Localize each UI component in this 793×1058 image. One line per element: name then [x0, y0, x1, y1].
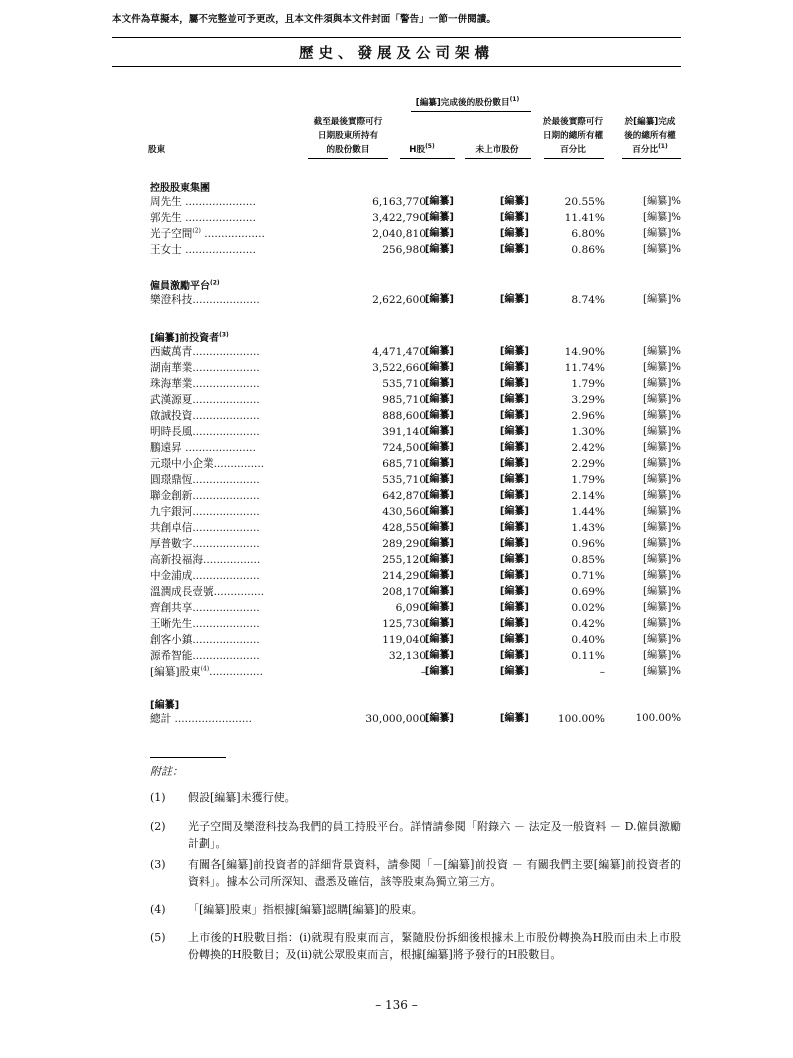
pct-after: 100.00%: [635, 713, 681, 724]
pct-after: [編纂]%: [642, 212, 681, 223]
col-header-pct-now: 於最後實際可行 日期的總所有權 百分比: [542, 117, 604, 155]
holder-name: 齊創共享....................: [150, 602, 260, 614]
unlisted-shares: [編纂]: [499, 346, 529, 357]
pct-after: [編纂]%: [642, 228, 681, 239]
header-rule-h: [400, 158, 455, 159]
col-header-pct-after: 於[編纂]完成 後的總所有權 百分比$^{(1)}$: [624, 117, 676, 155]
pct-after: [編纂]%: [642, 474, 681, 485]
holder-name: 珠海華業....................: [150, 378, 260, 390]
table-row: [150, 360, 681, 376]
table-row: [150, 376, 681, 392]
pct-now: 11.74%: [564, 362, 605, 374]
pct-now: 2.42%: [571, 442, 605, 454]
h-shares: [編纂]: [424, 586, 454, 597]
pct-now: 0.86%: [571, 244, 605, 256]
holder-name: 周先生 .....................: [150, 196, 256, 208]
h-shares: [編纂]: [424, 650, 454, 661]
holder-name: 創客小鎮....................: [150, 634, 260, 646]
pct-after: [編纂]%: [642, 410, 681, 421]
note-item: [150, 901, 681, 918]
pct-after: [編纂]%: [642, 634, 681, 645]
unlisted-shares: [編纂]: [499, 506, 529, 517]
pct-after: [編纂]%: [642, 426, 681, 437]
pct-now: 0.69%: [571, 586, 605, 598]
h-shares: [編纂]: [424, 506, 454, 517]
note-item: [150, 929, 681, 963]
draft-notice: 本文件為草擬本，屬不完整並可予更改，且本文件須與本文件封面「警告」一節一併閱讀。: [112, 14, 497, 25]
holder-name: 厚普數字....................: [150, 538, 260, 550]
pct-now: 11.41%: [564, 212, 605, 224]
pct-now: 0.71%: [571, 570, 605, 582]
note-text: 「[編纂]股東」指根據[編纂]認購[編纂]的股東。: [188, 903, 423, 916]
shares-held: 642,870: [382, 490, 426, 502]
col-header-unlisted: 未上市股份: [475, 145, 519, 155]
shares-held: 125,730: [382, 618, 426, 630]
holder-name: 樂澄科技....................: [150, 294, 260, 306]
table-row: [150, 210, 681, 226]
shares-held: 391,140: [382, 426, 426, 438]
shares-held: 208,170: [382, 586, 426, 598]
pct-after: [編纂]%: [642, 378, 681, 389]
pct-now: 3.29%: [571, 394, 605, 406]
pct-now: 1.43%: [571, 522, 605, 534]
shares-held: 3,522,660: [372, 362, 426, 374]
col-header-holder: 股東: [148, 145, 166, 155]
shares-held: 119,040: [382, 634, 426, 646]
pct-after: [編纂]%: [642, 362, 681, 373]
unlisted-shares: [編纂]: [499, 212, 529, 223]
unlisted-shares: [編纂]: [499, 666, 529, 677]
h-shares: [編纂]: [424, 244, 454, 255]
table-row: [150, 456, 681, 472]
h-shares: [編纂]: [424, 362, 454, 373]
table-row: [150, 194, 681, 210]
notes-rule: [150, 757, 226, 758]
h-shares: [編纂]: [424, 294, 454, 305]
shares-held: 214,290: [382, 570, 426, 582]
note-text: 上市後的H股數目指：(i)就現有股東而言，緊隨股份拆細後根據未上市股份轉換為H股而由未上市股份轉換的H股數目；及(ii)就公眾股東而言，根據[編纂]將予發行的H股數目。: [188, 931, 681, 961]
section-pre-investors: [編纂]前投資者$^{(3)}$: [150, 331, 229, 344]
table-row: [150, 392, 681, 408]
table-row: [150, 408, 681, 424]
pct-now: 8.74%: [571, 294, 605, 306]
header-rule-shares: [308, 158, 388, 159]
shares-held: 256,980: [382, 244, 426, 256]
unlisted-shares: [編纂]: [499, 244, 529, 255]
pct-after: [編纂]%: [642, 554, 681, 565]
unlisted-shares: [編纂]: [499, 618, 529, 629]
table-row: [150, 504, 681, 520]
pct-after: [編纂]%: [642, 538, 681, 549]
top-rule: [112, 37, 681, 38]
shares-held: 30,000,000: [365, 713, 426, 725]
shares-held: 289,290: [382, 538, 426, 550]
unlisted-shares: [編纂]: [499, 522, 529, 533]
shares-held: 2,622,600: [372, 294, 426, 306]
h-shares: [編纂]: [424, 378, 454, 389]
table-row: [150, 616, 681, 632]
pct-now: 0.40%: [571, 634, 605, 646]
pct-after: [編纂]%: [642, 522, 681, 533]
unlisted-shares: [編纂]: [499, 196, 529, 207]
shares-held: 535,710: [382, 378, 426, 390]
header-rule-pct-after: [622, 158, 681, 159]
col-header-shares: 截至最後實際可行 日期股東所持有 的股份數目: [313, 117, 383, 155]
pct-after: [編纂]%: [642, 458, 681, 469]
pct-now: 1.79%: [571, 474, 605, 486]
h-shares: [編纂]: [424, 713, 454, 724]
pct-now: 2.96%: [571, 410, 605, 422]
table-row: [150, 536, 681, 552]
holder-name: 總計 .......................: [150, 713, 253, 725]
shares-held: 724,500: [382, 442, 426, 454]
holder-name: 明時長風....................: [150, 426, 260, 438]
unlisted-shares: [編纂]: [499, 490, 529, 501]
note-item: [150, 818, 681, 852]
unlisted-shares: [編纂]: [499, 458, 529, 469]
holder-name: 啟誠投資....................: [150, 410, 260, 422]
section-redacted: [編纂]: [150, 700, 180, 711]
section-controlling: 控股股東集團: [150, 183, 210, 194]
unlisted-shares: [編纂]: [499, 586, 529, 597]
shares-held: 6,090: [395, 602, 426, 614]
table-row: [150, 472, 681, 488]
table-row: [150, 711, 681, 727]
table-row: [150, 344, 681, 360]
unlisted-shares: [編纂]: [499, 394, 529, 405]
unlisted-shares: [編纂]: [499, 378, 529, 389]
h-shares: [編纂]: [424, 442, 454, 453]
table-row: [150, 648, 681, 664]
header-rule-unlisted: [465, 158, 531, 159]
pct-after: [編纂]%: [642, 394, 681, 405]
holder-name: 王晰先生....................: [150, 618, 260, 630]
table-row: [150, 568, 681, 584]
shares-held: 535,710: [382, 474, 426, 486]
shares-held: 888,600: [382, 410, 426, 422]
note-number: (5): [150, 931, 166, 944]
note-text: 有關各[編纂]前投資者的詳細背景資料，請參閱「－[編纂]前投資 － 有關我們主要[編纂]前投資者的資料」。據本公司所深知、盡悉及確信，該等股東為獨立第三方。: [188, 858, 681, 888]
pct-now: 0.96%: [571, 538, 605, 550]
unlisted-shares: [編纂]: [499, 602, 529, 613]
pct-after: [編纂]%: [642, 506, 681, 517]
h-shares: [編纂]: [424, 394, 454, 405]
note-item: [150, 789, 681, 806]
pct-after: [編纂]%: [642, 570, 681, 581]
pct-now: 1.79%: [571, 378, 605, 390]
holder-name: 聯金創新....................: [150, 490, 260, 502]
h-shares: [編纂]: [424, 212, 454, 223]
shares-held: 4,471,470: [372, 346, 426, 358]
table-row: [150, 520, 681, 536]
holder-name: [編纂]股東$^{(4)}$................: [150, 665, 264, 678]
pct-after: [編纂]%: [642, 586, 681, 597]
holder-name: 高新投福海.................: [150, 554, 261, 566]
pct-after: [編纂]%: [642, 602, 681, 613]
table-row: [150, 242, 681, 258]
holder-name: 源希智能....................: [150, 650, 260, 662]
unlisted-shares: [編纂]: [499, 228, 529, 239]
h-shares: [編纂]: [424, 196, 454, 207]
unlisted-shares: [編纂]: [499, 634, 529, 645]
shares-held: 685,710: [382, 458, 426, 470]
holder-name: 王女士 .....................: [150, 244, 256, 256]
shares-held: 32,130: [388, 650, 426, 662]
pct-now: 0.11%: [571, 650, 605, 662]
title-rule: [112, 66, 681, 67]
shares-held: –: [420, 666, 426, 678]
note-item: [150, 856, 681, 890]
holder-name: 中金浦成....................: [150, 570, 260, 582]
section-esop: 僱員激勵平台$^{(2)}$: [150, 279, 220, 292]
h-shares: [編纂]: [424, 666, 454, 677]
note-text: 假設[編纂]未獲行使。: [188, 791, 296, 804]
pct-after: [編纂]%: [642, 490, 681, 501]
holder-name: 溫潤成長壹號...............: [150, 586, 265, 598]
h-shares: [編纂]: [424, 228, 454, 239]
h-shares: [編纂]: [424, 426, 454, 437]
pct-now: 6.80%: [571, 228, 605, 240]
unlisted-shares: [編纂]: [499, 294, 529, 305]
pct-after: [編纂]%: [642, 442, 681, 453]
unlisted-shares: [編纂]: [499, 554, 529, 565]
unlisted-shares: [編纂]: [499, 410, 529, 421]
h-shares: [編纂]: [424, 602, 454, 613]
h-shares: [編纂]: [424, 570, 454, 581]
table-row: [150, 632, 681, 648]
holder-name: 武漢源夏....................: [150, 394, 260, 406]
shares-held: 428,550: [382, 522, 426, 534]
section-title: 歷史、發展及公司架構: [299, 46, 494, 62]
table-row: [150, 292, 681, 308]
pct-after: [編纂]%: [642, 244, 681, 255]
col-header-h: H股$^{(5)}$: [409, 143, 435, 155]
notes-label: 附註：: [150, 765, 183, 778]
holder-name: 湖南華業....................: [150, 362, 260, 374]
holder-name: 共創卓信....................: [150, 522, 260, 534]
pct-now: 100.00%: [557, 713, 605, 725]
pct-after: [編纂]%: [642, 196, 681, 207]
h-shares: [編纂]: [424, 490, 454, 501]
header-rule-pct-now: [544, 158, 604, 159]
note-number: (4): [150, 903, 166, 916]
pct-now: 0.42%: [571, 618, 605, 630]
pct-after: [編纂]%: [642, 346, 681, 357]
unlisted-shares: [編纂]: [499, 538, 529, 549]
shares-held: 985,710: [382, 394, 426, 406]
pct-now: 20.55%: [564, 196, 605, 208]
note-number: (1): [150, 791, 166, 804]
holder-name: 鵬遠昇 .....................: [150, 442, 256, 454]
h-shares: [編纂]: [424, 538, 454, 549]
unlisted-shares: [編纂]: [499, 426, 529, 437]
holder-name: 圓璟鼎恆....................: [150, 474, 260, 486]
pct-now: 0.85%: [571, 554, 605, 566]
h-shares: [編纂]: [424, 474, 454, 485]
pct-after: [編纂]%: [642, 666, 681, 677]
pct-now: 2.29%: [571, 458, 605, 470]
pct-now: 1.44%: [571, 506, 605, 518]
h-shares: [編纂]: [424, 458, 454, 469]
note-text: 光子空間及樂澄科技為我們的員工持股平台。詳情請參閱「附錄六 － 法定及一般資料 － D.僱員激勵計劃」。: [188, 820, 681, 850]
shares-held: 3,422,790: [372, 212, 426, 224]
h-shares: [編纂]: [424, 346, 454, 357]
pct-after: [編纂]%: [642, 618, 681, 629]
table-row: [150, 488, 681, 504]
group-header: [編纂]完成後的股份數目$^{(1)}$: [415, 96, 520, 108]
shares-held: 2,040,810: [372, 228, 426, 240]
page-number: – 136 –: [375, 998, 418, 1012]
pct-now: –: [599, 666, 605, 678]
unlisted-shares: [編纂]: [499, 474, 529, 485]
pct-now: 0.02%: [571, 602, 605, 614]
pct-after: [編纂]%: [642, 650, 681, 661]
table-row: [150, 226, 681, 242]
table-row: [150, 600, 681, 616]
unlisted-shares: [編纂]: [499, 713, 529, 724]
h-shares: [編纂]: [424, 554, 454, 565]
h-shares: [編纂]: [424, 522, 454, 533]
unlisted-shares: [編纂]: [499, 570, 529, 581]
table-row: [150, 440, 681, 456]
holder-name: 西藏萬青....................: [150, 346, 260, 358]
pct-now: 1.30%: [571, 426, 605, 438]
holder-name: 元璟中小企業...............: [150, 458, 265, 470]
group-header-rule: [411, 111, 531, 112]
note-number: (2): [150, 820, 166, 833]
unlisted-shares: [編纂]: [499, 442, 529, 453]
note-number: (3): [150, 858, 166, 871]
unlisted-shares: [編纂]: [499, 650, 529, 661]
h-shares: [編纂]: [424, 634, 454, 645]
table-row: [150, 552, 681, 568]
holder-name: 九宇銀河....................: [150, 506, 260, 518]
table-row: [150, 584, 681, 600]
shares-held: 255,120: [382, 554, 426, 566]
holder-name: 郭先生 .....................: [150, 212, 256, 224]
unlisted-shares: [編纂]: [499, 362, 529, 373]
shares-held: 6,163,770: [372, 196, 426, 208]
pct-now: 2.14%: [571, 490, 605, 502]
pct-now: 14.90%: [564, 346, 605, 358]
shares-held: 430,560: [382, 506, 426, 518]
h-shares: [編纂]: [424, 410, 454, 421]
holder-name: 光子空間$^{(2)}$ ..................: [150, 227, 265, 240]
h-shares: [編纂]: [424, 618, 454, 629]
pct-after: [編纂]%: [642, 294, 681, 305]
table-row: [150, 424, 681, 440]
table-row: [150, 664, 681, 680]
